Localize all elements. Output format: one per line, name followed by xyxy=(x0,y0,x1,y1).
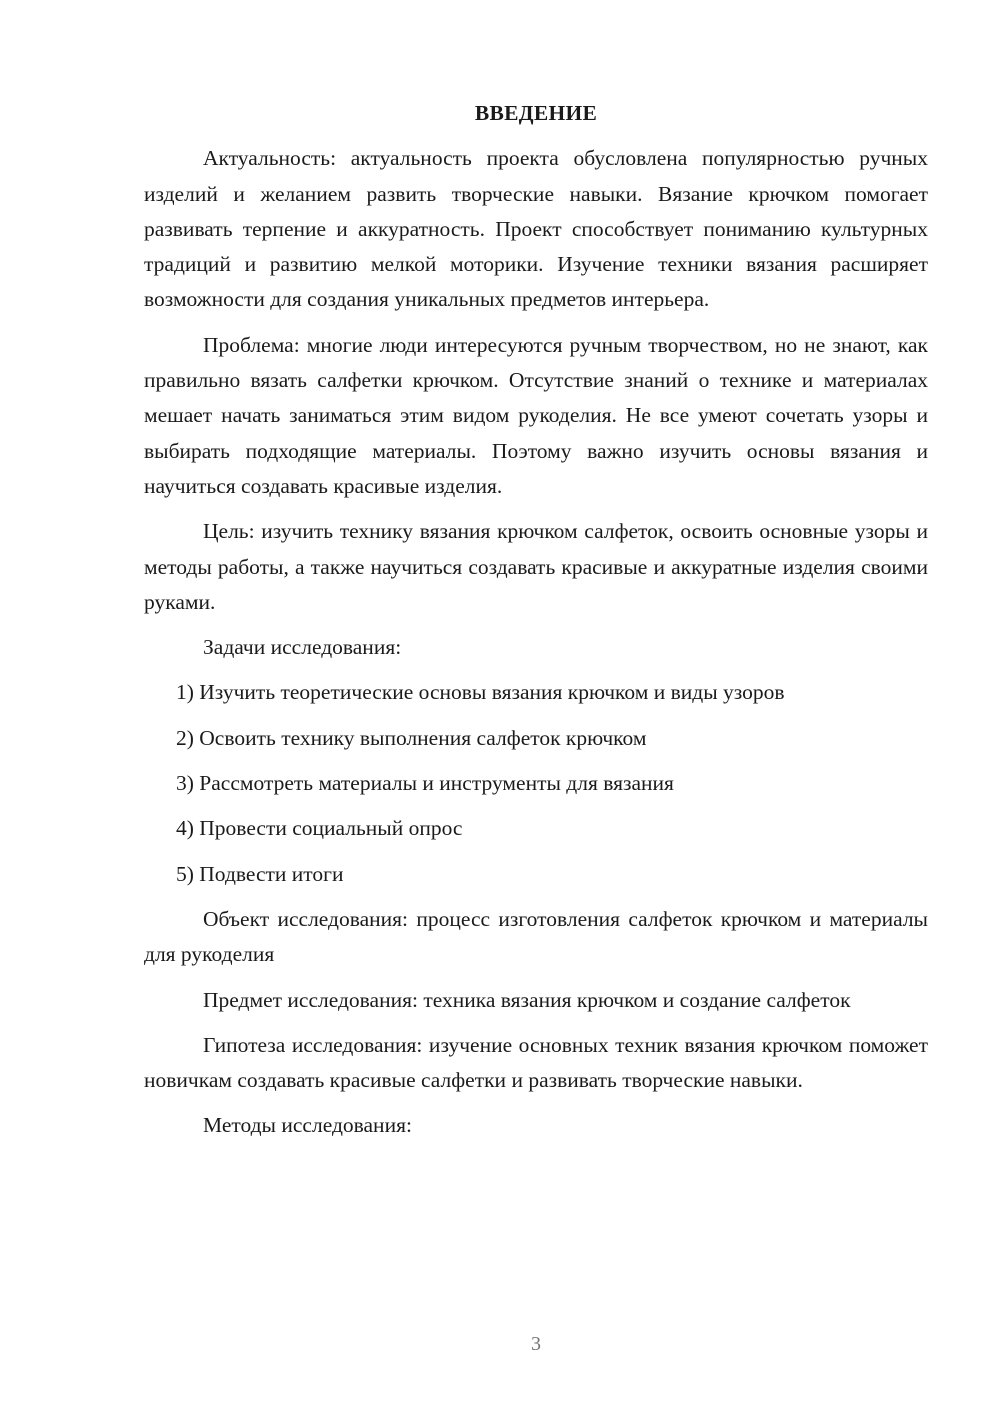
task-item: 5) Подвести итоги xyxy=(176,861,344,886)
task-item: 3) Рассмотреть материалы и инструменты для вязания xyxy=(176,771,674,796)
paragraph-subject: Предмет исследования: техника вязания крючком и создание салфеток xyxy=(203,987,851,1012)
paragraph-relevance: Актуальность: актуальность проекта обусловлена популярностью ручных изделий и желанием развить творческие навыки. Вязание крючком помогает развивать терпение и аккуратность. Проект способствует пониманию культурных традиций и развитию мелкой моторики. Изучение техники вязания расширяет возможности для создания уникальных предметов интерьера. xyxy=(144,146,928,312)
section-title: ВВЕДЕНИЕ xyxy=(474,101,598,125)
tasks-heading: Задачи исследования: xyxy=(203,635,402,660)
document-page xyxy=(144,96,928,1154)
task-item: 2) Освоить технику выполнения салфеток крючком xyxy=(176,725,647,750)
paragraph-problem: Проблема: многие люди интересуются ручным творчеством, но не знают, как правильно вязать салфетки крючком. Отсутствие знаний о технике и материалах мешает начать заниматься этим видом рукоделия. Не все умеют сочетать узоры и выбирать подходящие материалы. Поэтому важно изучить основы вязания и научиться создавать красивые изделия. xyxy=(144,332,928,498)
paragraph-goal: Цель: изучить технику вязания крючком салфеток, освоить основные узоры и методы работы, а также научиться создавать красивые и аккуратные изделия своими руками. xyxy=(144,519,928,614)
methods-heading: Методы исследования: xyxy=(203,1113,412,1138)
paragraph-object: Объект исследования: процесс изготовления салфеток крючком и материалы для рукоделия xyxy=(144,906,928,967)
page-number: 3 xyxy=(531,1333,541,1355)
paragraph-hypothesis: Гипотеза исследования: изучение основных техник вязания крючком поможет новичкам создавать красивые салфетки и развивать творческие навыки. xyxy=(144,1032,928,1093)
task-item: 1) Изучить теоретические основы вязания крючком и виды узоров xyxy=(176,680,785,705)
task-item: 4) Провести социальный опрос xyxy=(176,816,463,841)
tasks-list xyxy=(144,675,928,891)
